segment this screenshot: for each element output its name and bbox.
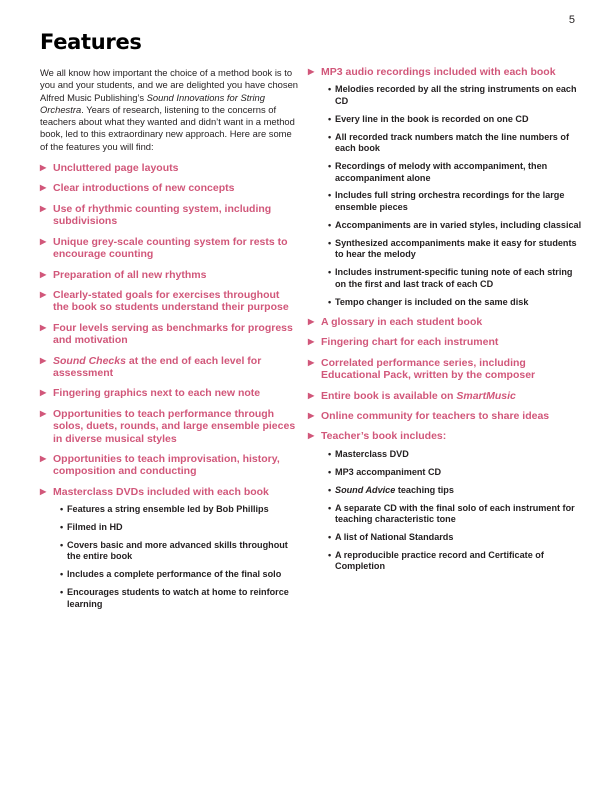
feature-label: at the end of each level for assessment bbox=[53, 354, 262, 379]
triangle-bullet-icon: ▶ bbox=[40, 355, 47, 365]
feature-label: Clearly-stated goals for exercises throughout the book so students understand their purpose bbox=[53, 288, 289, 314]
feature-item bbox=[40, 486, 298, 498]
bullet-icon: • bbox=[328, 531, 332, 542]
sub-item-text bbox=[335, 485, 454, 497]
sub-item-label: Tempo changer is included on the same disk bbox=[335, 296, 529, 307]
feature-text bbox=[321, 357, 583, 382]
page-number: 5 bbox=[568, 14, 575, 26]
sub-item-italic: Sound Advice bbox=[335, 484, 396, 495]
triangle-bullet-icon: ▶ bbox=[40, 322, 47, 332]
feature-item bbox=[308, 66, 583, 78]
sub-item-text bbox=[335, 84, 583, 107]
right-feature-list bbox=[308, 66, 583, 573]
sub-item-text bbox=[335, 190, 583, 213]
feature-italic: SmartMusic bbox=[456, 389, 516, 402]
feature-label: A glossary in each student book bbox=[321, 316, 483, 329]
feature-item bbox=[308, 430, 583, 442]
sub-item-label: Melodies recorded by all the string instruments on each CD bbox=[335, 84, 577, 106]
feature-item bbox=[40, 355, 298, 380]
feature-label: MP3 audio recordings included with each book bbox=[321, 66, 556, 78]
sub-item-label: All recorded track numbers match the line numbers of each book bbox=[335, 131, 569, 154]
feature-label: Correlated performance series, including Educational Pack, written by the composer bbox=[321, 356, 536, 382]
sub-item-label: Includes a complete performance of the final solo bbox=[67, 569, 282, 580]
sub-list-item bbox=[328, 267, 583, 290]
feature-text bbox=[321, 430, 446, 442]
bullet-icon: • bbox=[328, 219, 332, 230]
feature-item bbox=[40, 453, 298, 478]
sub-list bbox=[308, 84, 583, 308]
bullet-icon: • bbox=[328, 161, 332, 172]
sub-list-item bbox=[60, 540, 298, 563]
sub-list-item bbox=[328, 161, 583, 184]
feature-item bbox=[308, 357, 583, 382]
feature-label: Uncluttered page layouts bbox=[53, 162, 179, 175]
feature-label: Opportunities to teach improvisation, history, composition and conducting bbox=[53, 452, 280, 478]
feature-item bbox=[40, 289, 298, 314]
bullet-icon: • bbox=[328, 113, 332, 124]
feature-text bbox=[321, 336, 498, 348]
triangle-bullet-icon: ▶ bbox=[308, 337, 315, 347]
bullet-icon: • bbox=[60, 522, 64, 533]
bullet-icon: • bbox=[60, 569, 64, 580]
sub-item-label: Every line in the book is recorded on one CD bbox=[335, 113, 529, 124]
sub-item-label: A list of National Standards bbox=[335, 531, 454, 542]
feature-item bbox=[40, 322, 298, 347]
feature-text bbox=[53, 408, 298, 445]
sub-list bbox=[308, 449, 583, 573]
bullet-icon: • bbox=[328, 484, 332, 495]
sub-item-text bbox=[67, 587, 298, 610]
sub-item-text bbox=[335, 467, 441, 479]
sub-item-text bbox=[335, 532, 453, 544]
triangle-bullet-icon: ▶ bbox=[40, 183, 47, 193]
feature-label: Online community for teachers to share ideas bbox=[321, 410, 550, 423]
sub-list-item bbox=[328, 467, 583, 479]
sub-list bbox=[40, 504, 298, 610]
sub-item-label: A separate CD with the final solo of each instrument for teaching characteristic tone bbox=[335, 502, 575, 525]
sub-item-text bbox=[67, 504, 269, 516]
feature-label: Teacher’s book includes: bbox=[321, 430, 447, 443]
bullet-icon: • bbox=[60, 504, 64, 515]
bullet-icon: • bbox=[328, 549, 332, 560]
feature-item bbox=[308, 336, 583, 348]
triangle-bullet-icon: ▶ bbox=[308, 390, 315, 400]
sub-item-text bbox=[335, 161, 583, 184]
bullet-icon: • bbox=[328, 466, 332, 477]
sub-list-item bbox=[60, 504, 298, 516]
sub-list-item bbox=[328, 550, 583, 573]
sub-item-label: A reproducible practice record and Certificate of Completion bbox=[335, 549, 544, 572]
sub-item-text bbox=[335, 297, 528, 309]
left-column bbox=[40, 67, 298, 618]
sub-item-text bbox=[67, 540, 298, 563]
feature-label: Opportunities to teach performance through solos, duets, rounds, and large ensemble pieces in diverse musical styles bbox=[53, 407, 296, 445]
bullet-icon: • bbox=[328, 448, 332, 459]
sub-list-item bbox=[328, 485, 583, 497]
sub-item-text bbox=[335, 449, 409, 461]
feature-text bbox=[53, 203, 298, 228]
feature-item bbox=[40, 236, 298, 261]
sub-list-item bbox=[328, 532, 583, 544]
feature-text bbox=[53, 486, 269, 498]
feature-text bbox=[321, 390, 516, 402]
sub-list-item bbox=[328, 449, 583, 461]
sub-item-label: Features a string ensemble led by Bob Phillips bbox=[67, 504, 269, 515]
triangle-bullet-icon: ▶ bbox=[308, 317, 315, 327]
sub-item-text bbox=[335, 550, 583, 573]
sub-item-text bbox=[67, 522, 123, 534]
sub-item-text bbox=[335, 503, 583, 526]
feature-item bbox=[40, 408, 298, 445]
sub-item-label: Covers basic and more advanced skills throughout the entire book bbox=[67, 539, 288, 562]
triangle-bullet-icon: ▶ bbox=[308, 357, 315, 367]
bullet-icon: • bbox=[60, 539, 64, 550]
bullet-icon: • bbox=[328, 237, 332, 248]
feature-item bbox=[308, 390, 583, 402]
feature-item bbox=[308, 410, 583, 422]
right-column bbox=[308, 66, 583, 581]
sub-item-label: teaching tips bbox=[395, 484, 454, 495]
triangle-bullet-icon: ▶ bbox=[308, 67, 315, 76]
triangle-bullet-icon: ▶ bbox=[40, 163, 47, 173]
bullet-icon: • bbox=[328, 190, 332, 201]
sub-list-item bbox=[328, 84, 583, 107]
sub-list-item bbox=[328, 297, 583, 309]
bullet-icon: • bbox=[60, 587, 64, 598]
feature-label: Unique grey-scale counting system for rests to encourage counting bbox=[53, 235, 288, 261]
sub-list-item bbox=[328, 132, 583, 155]
sub-item-label: Accompaniments are in varied styles, including classical bbox=[335, 219, 582, 230]
feature-label: Preparation of all new rhythms bbox=[53, 268, 207, 281]
feature-text bbox=[53, 387, 260, 399]
bullet-icon: • bbox=[328, 267, 332, 278]
sub-item-text bbox=[67, 569, 281, 581]
feature-label: Clear introductions of new concepts bbox=[53, 182, 235, 195]
sub-list-item bbox=[328, 220, 583, 232]
sub-item-label: Filmed in HD bbox=[67, 522, 123, 533]
feature-label: Entire book is available on bbox=[321, 389, 457, 402]
triangle-bullet-icon: ▶ bbox=[40, 408, 47, 418]
left-feature-list bbox=[40, 162, 298, 610]
bullet-icon: • bbox=[328, 296, 332, 307]
feature-text bbox=[53, 182, 234, 194]
sub-item-label: Includes full string orchestra recordings for the large ensemble pieces bbox=[335, 190, 565, 212]
sub-item-text bbox=[335, 114, 529, 126]
sub-list-item bbox=[60, 587, 298, 610]
sub-item-text bbox=[335, 238, 583, 261]
feature-text bbox=[53, 269, 206, 281]
triangle-bullet-icon: ▶ bbox=[40, 289, 47, 299]
triangle-bullet-icon: ▶ bbox=[40, 269, 47, 279]
feature-item bbox=[308, 316, 583, 328]
triangle-bullet-icon: ▶ bbox=[308, 431, 315, 441]
intro-text-end: . Years of research, listening to the concerns of teachers about what they wanted and didn’t want in a method book, led to this extraordinary new approach. Here are some of the features you will find: bbox=[40, 103, 295, 152]
triangle-bullet-icon: ▶ bbox=[40, 203, 47, 213]
intro-text: We all know how important the choice of a method book is to you and your students, and we are delighted you have chosen Alfred Music Publishing’s bbox=[40, 67, 298, 103]
triangle-bullet-icon: ▶ bbox=[40, 453, 47, 463]
feature-text bbox=[53, 162, 178, 174]
feature-item bbox=[40, 203, 298, 228]
sub-item-label: Synthesized accompaniments make it easy for students to hear the melody bbox=[335, 237, 577, 260]
sub-item-label: Masterclass DVD bbox=[335, 448, 409, 459]
feature-text bbox=[321, 410, 549, 422]
triangle-bullet-icon: ▶ bbox=[40, 486, 47, 496]
bullet-icon: • bbox=[328, 131, 332, 142]
triangle-bullet-icon: ▶ bbox=[40, 236, 47, 246]
bullet-icon: • bbox=[328, 502, 332, 513]
feature-italic: Sound Checks bbox=[53, 354, 126, 367]
feature-item bbox=[40, 162, 298, 174]
feature-text bbox=[321, 66, 556, 78]
feature-item bbox=[40, 182, 298, 194]
sub-list-item bbox=[328, 503, 583, 526]
sub-item-label: Recordings of melody with accompaniment, then accompaniment alone bbox=[335, 161, 548, 183]
feature-item bbox=[40, 269, 298, 281]
feature-label: Four levels serving as benchmarks for progress and motivation bbox=[53, 321, 293, 347]
triangle-bullet-icon: ▶ bbox=[308, 411, 315, 421]
sub-list-item bbox=[60, 569, 298, 581]
sub-list-item bbox=[328, 190, 583, 213]
sub-item-label: MP3 accompaniment CD bbox=[335, 466, 442, 477]
sub-item-text bbox=[335, 132, 583, 155]
feature-text bbox=[53, 289, 298, 314]
intro-paragraph bbox=[40, 67, 298, 153]
feature-text bbox=[53, 355, 298, 380]
sub-list-item bbox=[328, 238, 583, 261]
bullet-icon: • bbox=[328, 84, 332, 95]
sub-list-item bbox=[60, 522, 298, 534]
feature-item bbox=[40, 387, 298, 399]
triangle-bullet-icon: ▶ bbox=[40, 388, 47, 398]
feature-text bbox=[53, 236, 298, 261]
sub-item-text bbox=[335, 220, 581, 232]
page-title: Features bbox=[40, 30, 142, 54]
feature-text bbox=[321, 316, 482, 328]
sub-list-item bbox=[328, 114, 583, 126]
feature-label: Use of rhythmic counting system, including subdivisions bbox=[53, 202, 272, 228]
feature-text bbox=[53, 453, 298, 478]
feature-label: Masterclass DVDs included with each book bbox=[53, 485, 269, 498]
feature-text bbox=[53, 322, 298, 347]
intro-title: Sound Innovations for String Orchestra bbox=[40, 91, 265, 115]
sub-item-label: Encourages students to watch at home to reinforce learning bbox=[67, 587, 289, 609]
feature-label: Fingering graphics next to each new note bbox=[53, 387, 261, 400]
feature-label: Fingering chart for each instrument bbox=[321, 336, 499, 349]
sub-item-text bbox=[335, 267, 583, 290]
sub-item-label: Includes instrument-specific tuning note of each string on the first and last track of each CD bbox=[335, 267, 573, 289]
